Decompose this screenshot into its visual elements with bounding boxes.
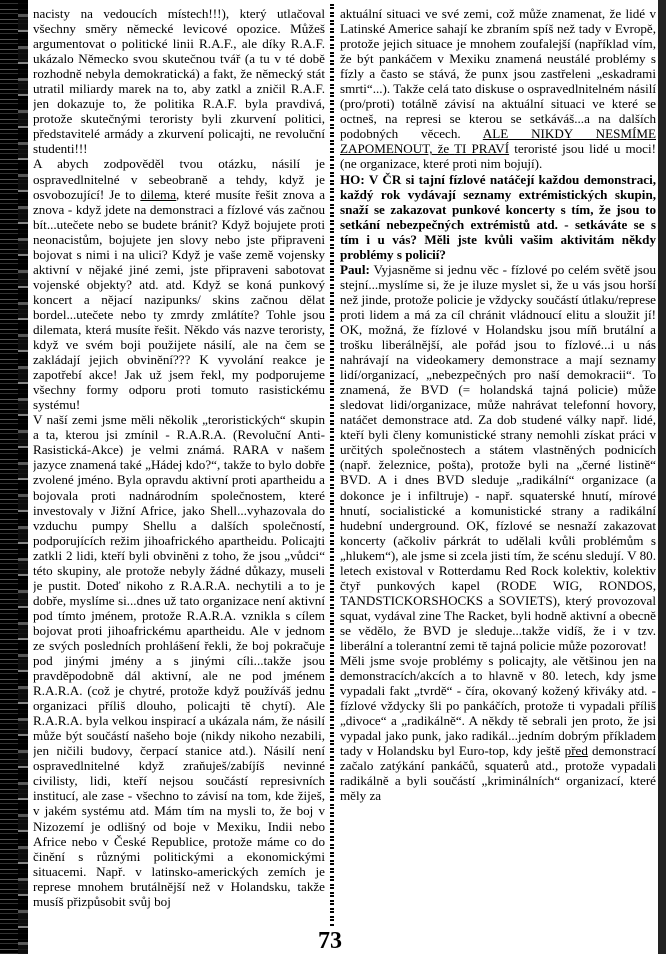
paragraph [340,653,656,803]
text-run: A abych zodpověděl tvou otázku, násilí je ospravedlnitelné v sebeobraně a tehdy, když je osvobozující! Je to [33,156,325,202]
underlined-word: před [564,743,588,759]
text-run: aktuální situaci ve své zemi, což může znamenat, že lidé v Latinské Americe sahají ke zbraním spíš než tady v Evropě, protože jejich situace je mnohem zoufalejší (například vím, že být pankáčem v Mexiku znamená neustálé problémy s fízly a často se stává, že punx jsou zastřeleni „eskadrami smrti“...). Takže celá tato diskuse o ospravedlnitelném násilí (pro/proti) totálně závisí na aktuální situaci ve které se octneš, na represi se kterou se setkáváš...a na dalších podobných věcech. [340,6,656,142]
scan-edge-right [658,0,666,954]
column-divider [330,4,334,926]
paragraph [340,6,656,172]
interview-question: HO: V ČR si tajní fízlové natáčejí každou demonstraci, každý rok vydávají seznamy extrémistických skupin, snaží se zakazovat punkové koncerty s tím, že jsou to setkání nebezpečných extrémistů atd. - setkáváte se s tím i u vás? Měli jste kvůli vašim aktivitám někdy problémy s policií? [340,171,656,262]
text-run: , které musíte řešit znova a znova - když jdete na demonstraci a fízlové vás začnou bít...utečete nebo se budete bránit? Když bojujete proti neonacistům, bojujete jen slovy nebo jste připraveni bojovat s nimi i na ulici? Když je vaše země vojensky aktivní v nějaké jiné zemi, jste připraveni sabotovat vojenské objekty? atd. atd. Když se koná punkový koncert a nějací nazipunks/ skins začnou dělat bordel...utečete nebo ty zmrdy zmlátíte? Tohle jsou dilemata, která musíte řešit. Někdo vás nazve teroristy, když ve svém boji použijete násilí, ale na čem se zakládají jejich obvinění??? K vyvolání reakce je zapotřebí akce! Jak už jsem řekl, my podporujeme všechny formy odporu proti tomuto rasistickému systému! [33,186,325,413]
underlined-phrase: TI PRAVÍ [454,141,510,157]
text-run: demonstrací začalo zatýkání pankáčů, squaterů atd., protože vypadali radikálně a byli součástí „kriminálních“ organizací, které měly za [340,743,656,804]
text-run: Měli jsme svoje problémy s policajty, ale většinou jen na demonstracích/akcích a to hlavně v 80. letech, kdy jsme vypadali fakt „tvrdě“ - číra, okovaný kožený křiváky atd. - fízlové vždycky šli po pankáčích, protože ti vypadali příliš „divoce“ a „radikálně“. A někdy tě sebrali jen proto, že jsi vypadal jako punk, jako radikál...jedním dobrým příkladem tady v Holandsku byl Euro-top, kdy ještě [340,653,656,759]
text-run: teroristé jsou lidé u moci! (ne organizace, které proti nim bojují). [340,141,656,172]
page-number: 73 [318,928,342,954]
left-column [33,6,325,926]
interview-answer [340,262,656,653]
underlined-phrase: ALE NIKDY NESMÍME ZAPOMENOUT, že [340,126,656,157]
text-run: Vyjasněme si jednu věc - fízlové po celém světě jsou stejní...myslíme si, že je iluze myslet si, že u vás jsou horší než jinde, protože policie je vždycky součástí útlaku/represe proti lidem a má za cíl chránit vládnoucí elitu a sloužit jí! OK, možná, že fízlové v Holandsku jsou míň brutální a trošku liberálnější, ale pořád jsou to fízlové...i u nás nahrávají na videokamery demonstrace a mají seznamy lidí/organizací, „nebezpečných pro naší demokracii“. To znamená, že BVD (= holandská tajná policie) může sledovat lidi/organizace, může nahrávat telefonní hovory, natáčet demonstrace atd. Za dob studené války např. lidé, kteří byli členy komunistické strany nemohli získat práci v určitých společnostech a státem vlastněných podnicích (např. železnice, pošta), protože byli na „černé listině“ BVD. A i dnes BVD sleduje „radikální“ organizace (a dokonce je i infiltruje) - např. squaterské hnutí, mírové hnutí, socialistické a komunistické strany a radikální hudební underground. OK, fízlové se nesnaží zakazovat koncerty (ačkoliv párkrát to udělali kvůli problémům s „hlukem“), ale jsme si zcela jisti tím, že scénu sledují. V 80. letech existoval v Rotterdamu Red Rock kolektiv, kolektiv čtyř punkových kapel (RODE WIG, RONDOS, TANDSTICKORSHOCKS a SOVIETS), který provozoval squat, vydával zine The Racket, byli hodně aktivní a obecně se vědělo, že BVD je sleduje...takže vidíš, že i v tzv. liberální a tolerantní zemi tě tajná policie může pozorovat! [340,261,656,653]
underlined-word: dilema [140,186,177,202]
paragraph: V naší zemi jsme měli několik „teroristických“ skupin a ta, kterou jsi zmínil - R.A.R.A. (Revoluční Anti-Rasistická-Akce) je velmi známá. RARA v našem jazyce znamená také „Hádej kdo?“, takže to bylo dobře zvolené jméno. Byla opravdu aktivní proti apartheidu a bojovala proti nadnárodním společnostem, které investovaly v Jižní Africe, jako Shell...vyhazovala do vzduchu pumpy Shellu a dalších společností, podporujících režim jihoafrického apartheidu. Policajti zatkli 2 lidi, kteří byli obviněni z toho, že jsou „vůdci“ této skupiny, ale protože nebyly žádné důkazy, museli je pustit. Doteď nikoho z R.A.R.A. nechytili a to je dobře, myslíme si...dnes už tato organizace není aktivní pod tímto jménem, protože R.A.R.A. vznikla s cílem bojovat proti jihoafrickému apartheidu. Ale v jednom ze svých posledních prohlášení řekli, že boj pokračuje pod jinými jmény a s jinými cíli...takže jsou pravděpodobně dál aktivní, ale ne pod jménem R.A.R.A. (což je chytré, protože když používáš jednu organizaci příliš dlouho, policajti tě chytí). Ale R.A.R.A. byla velkou inspirací a ukázala nám, že násilí může být součástí našeho boje (nikdy nikoho nezabili, jen ničili budovy, čerpací stanice atd.). Násilí není ospravedlnitelné když zraňuješ/zabíjíš nevinné civilisty, lidi, kteří nejsou součástí represivních institucí, ale zase - všechno to závisí na tom, kde žiješ, v jakém systému atd. Mám tím na mysli to, že boj v Nizozemí je odlišný od boje v Mexiku, Indii nebo Africe nebo v České Republice, protože máme co do činění s různými politickými a ekonomickými situacemi. Např. v latinsko-amerických zemích je represe mnohem brutálnější než v Holandsku, takže musíš přizpůsobit svůj boj [33,412,325,909]
scan-edge-left [0,0,28,954]
speaker-label: Paul: [340,261,370,277]
paragraph: nacisty na vedoucích místech!!!), který utlačoval všechny směry německé levicové opozice. Můžeš argumentovat o politické linii R.A.F., ale díky R.A.F. ukázalo Německo svou skutečnou tvář (a tu v té době rozhodně nebyla demokratická) a fakt, že německý stát utratil miliardy marek na to, aby zatkl a zničil R.A.F. jen dokazuje to, že politika R.A.F. byla pravdivá, protože skutečnými teroristy byli zkurvení politici, představitelé armády a zkurvení policajti, ne revoluční studenti!!! [33,6,325,157]
paragraph [33,156,325,412]
right-column [340,6,656,926]
